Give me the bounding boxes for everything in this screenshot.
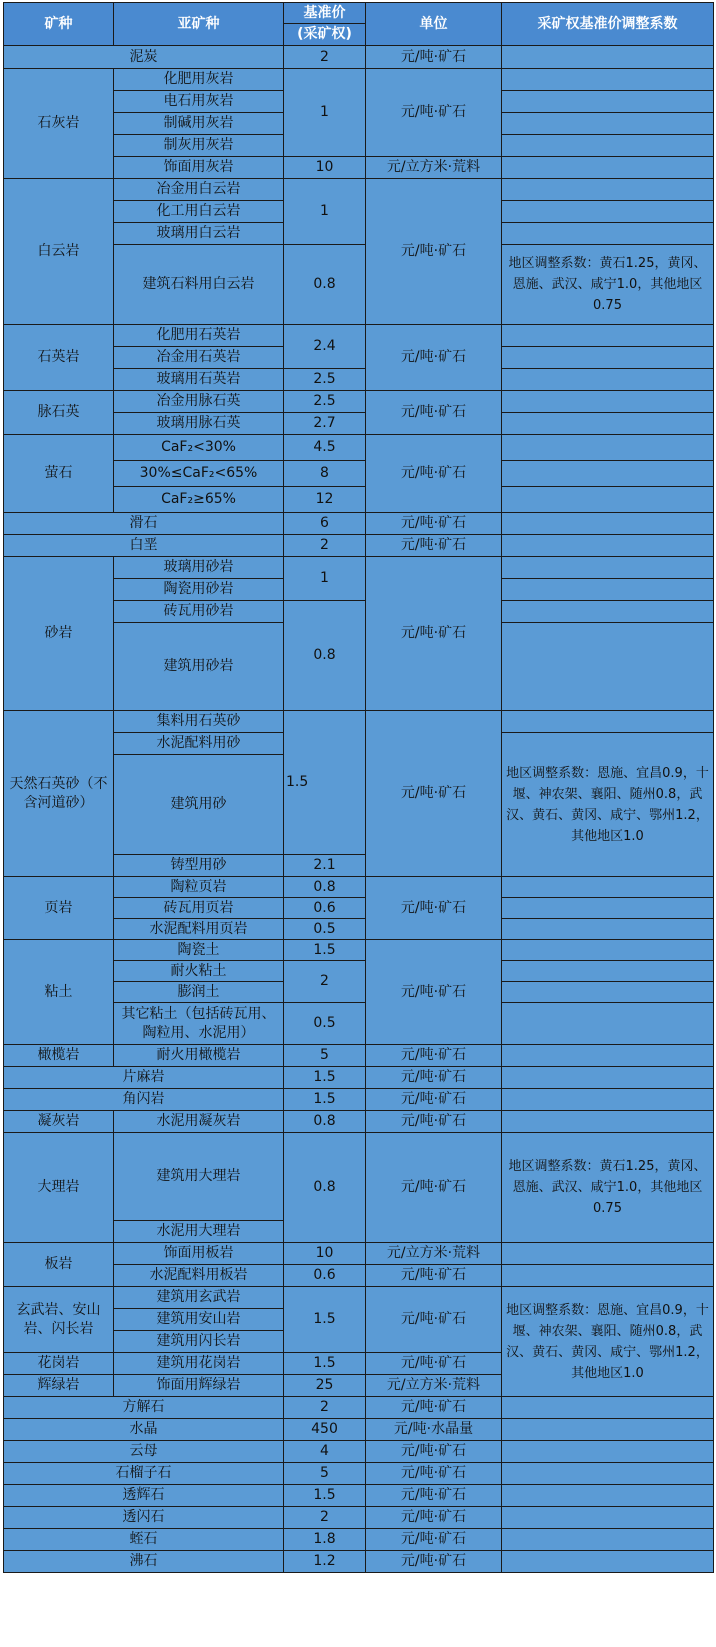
unit: 元/立方米·荒料 — [366, 1375, 502, 1397]
price: 1.5 — [284, 1485, 366, 1507]
table-row — [4, 325, 714, 347]
coefficient — [502, 1111, 714, 1133]
sub-mineral: 陶瓷用砂岩 — [114, 579, 284, 601]
price: 1.5 — [284, 1089, 366, 1111]
table-row — [4, 877, 714, 898]
table-row — [4, 557, 714, 579]
mineral-name: 橄榄岩 — [4, 1045, 114, 1067]
coefficient — [502, 1089, 714, 1111]
mineral-name: 角闪岩 — [4, 1089, 284, 1111]
sub-mineral: 制灰用灰岩 — [114, 135, 284, 157]
coefficient — [502, 325, 714, 347]
unit: 元/立方米·荒料 — [366, 1243, 502, 1265]
table-row — [4, 46, 714, 69]
unit: 元/吨·矿石 — [366, 513, 502, 535]
sub-mineral: 建筑用玄武岩 — [114, 1287, 284, 1309]
unit: 元/吨·矿石 — [366, 557, 502, 711]
table-row — [4, 1111, 714, 1133]
sub-mineral: 水泥用大理岩 — [114, 1221, 284, 1243]
mineral-name: 透辉石 — [4, 1485, 284, 1507]
price: 0.8 — [284, 1133, 366, 1243]
table-row — [4, 535, 714, 557]
sub-mineral: 化肥用石英岩 — [114, 325, 284, 347]
price: 0.8 — [284, 1111, 366, 1133]
sub-mineral: 冶金用脉石英 — [114, 391, 284, 413]
mineral-name: 透闪石 — [4, 1507, 284, 1529]
price: 12 — [284, 487, 366, 513]
coefficient-note: 地区调整系数：黄石1.25，黄冈、恩施、武汉、咸宁1.0，其他地区0.75 — [502, 1133, 714, 1243]
coefficient — [502, 487, 714, 513]
mineral-name: 石灰岩 — [4, 69, 114, 179]
unit: 元/吨·矿石 — [366, 179, 502, 325]
sub-mineral: 水泥配料用页岩 — [114, 919, 284, 940]
unit: 元/吨·矿石 — [366, 1551, 502, 1573]
sub-mineral: 水泥配料用板岩 — [114, 1265, 284, 1287]
sub-mineral: 电石用灰岩 — [114, 91, 284, 113]
sub-mineral: 饰面用灰岩 — [114, 157, 284, 179]
mineral-name: 天然石英砂（不含河道砂） — [4, 711, 114, 877]
header-price-line2: (采矿权) — [284, 24, 366, 46]
mineral-name: 蛭石 — [4, 1529, 284, 1551]
mineral-name: 玄武岩、安山岩、闪长岩 — [4, 1287, 114, 1353]
coefficient — [502, 1067, 714, 1089]
sub-mineral: 玻璃用脉石英 — [114, 413, 284, 435]
coefficient — [502, 391, 714, 413]
price: 1.5 — [284, 711, 366, 855]
sub-mineral: 建筑用砂 — [114, 755, 284, 855]
coefficient — [502, 347, 714, 369]
coefficient — [502, 1485, 714, 1507]
unit: 元/吨·矿石 — [366, 1463, 502, 1485]
coefficient — [502, 711, 714, 733]
sub-mineral: 建筑用花岗岩 — [114, 1353, 284, 1375]
unit: 元/吨·矿石 — [366, 877, 502, 940]
price: 2 — [284, 961, 366, 1003]
coefficient — [502, 1529, 714, 1551]
unit: 元/吨·矿石 — [366, 1397, 502, 1419]
coefficient — [502, 940, 714, 961]
mineral-name: 石榴子石 — [4, 1463, 284, 1485]
coefficient — [502, 91, 714, 113]
sub-mineral: 建筑用大理岩 — [114, 1133, 284, 1221]
mineral-name: 滑石 — [4, 513, 284, 535]
mineral-name: 大理岩 — [4, 1133, 114, 1243]
mineral-name: 片麻岩 — [4, 1067, 284, 1089]
table-row — [4, 391, 714, 413]
header-sub-mineral: 亚矿种 — [114, 3, 284, 46]
table-row — [4, 1287, 714, 1309]
sub-mineral: 饰面用板岩 — [114, 1243, 284, 1265]
mineral-name: 页岩 — [4, 877, 114, 940]
coefficient — [502, 69, 714, 91]
coefficient — [502, 179, 714, 201]
mineral-name: 云母 — [4, 1441, 284, 1463]
unit: 元/吨·矿石 — [366, 69, 502, 157]
table-row — [4, 1507, 714, 1529]
price: 1 — [284, 557, 366, 601]
coefficient — [502, 1397, 714, 1419]
sub-mineral: 其它粘土（包括砖瓦用、陶粒用、水泥用） — [114, 1003, 284, 1045]
coefficient — [502, 961, 714, 982]
watermark-text: 环球破碎机网 — [548, 1589, 704, 1617]
coefficient — [502, 877, 714, 898]
sub-mineral: 饰面用辉绿岩 — [114, 1375, 284, 1397]
coefficient — [502, 919, 714, 940]
mineral-name: 板岩 — [4, 1243, 114, 1287]
sub-mineral: 集料用石英砂 — [114, 711, 284, 733]
mineral-name: 水晶 — [4, 1419, 284, 1441]
header-unit: 单位 — [366, 3, 502, 46]
price: 0.5 — [284, 919, 366, 940]
price: 1 — [284, 69, 366, 157]
sub-mineral: 冶金用白云岩 — [114, 179, 284, 201]
mineral-name: 脉石英 — [4, 391, 114, 435]
price: 1.5 — [284, 1353, 366, 1375]
coefficient — [502, 513, 714, 535]
sub-mineral: 水泥用凝灰岩 — [114, 1111, 284, 1133]
unit: 元/吨·矿石 — [366, 1485, 502, 1507]
coefficient — [502, 435, 714, 461]
table-row — [4, 1397, 714, 1419]
watermark-logo — [548, 1583, 704, 1629]
coefficient — [502, 1003, 714, 1045]
coefficient-note: 地区调整系数：黄石1.25，黄冈、恩施、武汉、咸宁1.0，其他地区0.75 — [502, 245, 714, 325]
mineral-name: 粘土 — [4, 940, 114, 1045]
table-row — [4, 1551, 714, 1573]
coefficient — [502, 201, 714, 223]
unit: 元/吨·矿石 — [366, 46, 502, 69]
price: 2 — [284, 1397, 366, 1419]
price: 1.2 — [284, 1551, 366, 1573]
price: 10 — [284, 157, 366, 179]
header-mineral: 矿种 — [4, 3, 114, 46]
table-row — [4, 69, 714, 91]
sub-mineral: 建筑用砂岩 — [114, 623, 284, 711]
price: 2.5 — [284, 369, 366, 391]
coefficient — [502, 113, 714, 135]
header-price-line1: 基准价 — [284, 3, 366, 24]
table-row — [4, 1441, 714, 1463]
mining-price-table — [3, 2, 714, 1573]
mineral-name: 泥炭 — [4, 46, 284, 69]
table-row — [4, 1067, 714, 1089]
coefficient — [502, 1551, 714, 1573]
sub-mineral: 玻璃用白云岩 — [114, 223, 284, 245]
sub-mineral: 陶瓷土 — [114, 940, 284, 961]
mineral-name: 白垩 — [4, 535, 284, 557]
table-row — [4, 1089, 714, 1111]
price: 2.4 — [284, 325, 366, 369]
coefficient — [502, 535, 714, 557]
sub-mineral: 陶粒页岩 — [114, 877, 284, 898]
header-coefficient: 采矿权基准价调整系数 — [502, 3, 714, 46]
mineral-name: 萤石 — [4, 435, 114, 513]
coefficient — [502, 413, 714, 435]
price: 0.5 — [284, 1003, 366, 1045]
sub-mineral: 冶金用石英岩 — [114, 347, 284, 369]
price: 2 — [284, 535, 366, 557]
table-header-row — [4, 3, 714, 24]
table-row — [4, 711, 714, 733]
unit: 元/吨·水晶量 — [366, 1419, 502, 1441]
table-row — [4, 435, 714, 461]
coefficient — [502, 461, 714, 487]
sub-mineral: 膨润土 — [114, 982, 284, 1003]
mineral-name: 方解石 — [4, 1397, 284, 1419]
sub-mineral: CaF₂<30% — [114, 435, 284, 461]
price: 1 — [284, 179, 366, 245]
price: 1.8 — [284, 1529, 366, 1551]
sub-mineral: 制碱用灰岩 — [114, 113, 284, 135]
unit: 元/吨·矿石 — [366, 1133, 502, 1243]
coefficient — [502, 601, 714, 623]
table-row — [4, 1045, 714, 1067]
sub-mineral: 化工用白云岩 — [114, 201, 284, 223]
sub-mineral: 水泥配料用砂 — [114, 733, 284, 755]
price: 2.7 — [284, 413, 366, 435]
table-row — [4, 179, 714, 201]
price: 5 — [284, 1045, 366, 1067]
unit: 元/吨·矿石 — [366, 391, 502, 435]
price: 2.1 — [284, 855, 366, 877]
table-row — [4, 1529, 714, 1551]
coefficient — [502, 1441, 714, 1463]
sub-mineral: 砖瓦用页岩 — [114, 898, 284, 919]
mineral-name: 白云岩 — [4, 179, 114, 325]
price: 6 — [284, 513, 366, 535]
sub-mineral: 耐火用橄榄岩 — [114, 1045, 284, 1067]
price: 2 — [284, 46, 366, 69]
price: 10 — [284, 1243, 366, 1265]
unit: 元/吨·矿石 — [366, 1529, 502, 1551]
coefficient — [502, 1507, 714, 1529]
sub-mineral: 砖瓦用砂岩 — [114, 601, 284, 623]
sub-mineral: 玻璃用砂岩 — [114, 557, 284, 579]
sub-mineral: 30%≤CaF₂<65% — [114, 461, 284, 487]
unit: 元/吨·矿石 — [366, 940, 502, 1045]
price: 4 — [284, 1441, 366, 1463]
coefficient — [502, 1045, 714, 1067]
sub-mineral: 耐火粘土 — [114, 961, 284, 982]
unit: 元/吨·矿石 — [366, 435, 502, 513]
price: 0.8 — [284, 877, 366, 898]
coefficient — [502, 1265, 714, 1287]
coefficient-note: 地区调整系数：恩施、宜昌0.9，十堰、神农架、襄阳、随州0.8，武汉、黄石、黄冈、咸宁、鄂州1.2，其他地区1.0 — [502, 733, 714, 877]
price: 450 — [284, 1419, 366, 1441]
coefficient — [502, 557, 714, 579]
unit: 元/吨·矿石 — [366, 1045, 502, 1067]
unit: 元/吨·矿石 — [366, 1067, 502, 1089]
price: 25 — [284, 1375, 366, 1397]
unit: 元/吨·矿石 — [366, 535, 502, 557]
mineral-name: 砂岩 — [4, 557, 114, 711]
sub-mineral: CaF₂≥65% — [114, 487, 284, 513]
unit: 元/立方米·荒料 — [366, 157, 502, 179]
coefficient — [502, 369, 714, 391]
price: 5 — [284, 1463, 366, 1485]
price: 0.8 — [284, 601, 366, 711]
coefficient — [502, 1419, 714, 1441]
price: 1.5 — [284, 1287, 366, 1353]
sub-mineral: 铸型用砂 — [114, 855, 284, 877]
unit: 元/吨·矿石 — [366, 1507, 502, 1529]
coefficient — [502, 223, 714, 245]
mineral-name: 辉绿岩 — [4, 1375, 114, 1397]
unit: 元/吨·矿石 — [366, 1265, 502, 1287]
price: 0.6 — [284, 898, 366, 919]
unit: 元/吨·矿石 — [366, 1353, 502, 1375]
mineral-name: 沸石 — [4, 1551, 284, 1573]
table-row — [4, 1419, 714, 1441]
price: 0.6 — [284, 1265, 366, 1287]
price: 4.5 — [284, 435, 366, 461]
table-row — [4, 1243, 714, 1265]
coefficient — [502, 982, 714, 1003]
table-row — [4, 513, 714, 535]
mineral-name: 花岗岩 — [4, 1353, 114, 1375]
coefficient — [502, 579, 714, 601]
price: 2 — [284, 1507, 366, 1529]
watermark-url: www.Ycrusher.com — [593, 1618, 704, 1629]
sub-mineral: 建筑石料用白云岩 — [114, 245, 284, 325]
price: 2.5 — [284, 391, 366, 413]
unit: 元/吨·矿石 — [366, 1111, 502, 1133]
unit: 元/吨·矿石 — [366, 325, 502, 391]
mineral-name: 凝灰岩 — [4, 1111, 114, 1133]
table-row — [4, 1133, 714, 1221]
coefficient — [502, 135, 714, 157]
coefficient — [502, 1243, 714, 1265]
sub-mineral: 建筑用闪长岩 — [114, 1331, 284, 1353]
coefficient — [502, 46, 714, 69]
sub-mineral: 玻璃用石英岩 — [114, 369, 284, 391]
price: 8 — [284, 461, 366, 487]
mineral-name: 石英岩 — [4, 325, 114, 391]
unit: 元/吨·矿石 — [366, 711, 502, 877]
price: 0.8 — [284, 245, 366, 325]
coefficient — [502, 157, 714, 179]
unit: 元/吨·矿石 — [366, 1089, 502, 1111]
price: 1.5 — [284, 940, 366, 961]
coefficient-note: 地区调整系数：恩施、宜昌0.9，十堰、神农架、襄阳、随州0.8，武汉、黄石、黄冈、咸宁、鄂州1.2，其他地区1.0 — [502, 1287, 714, 1397]
sub-mineral: 化肥用灰岩 — [114, 69, 284, 91]
table-row — [4, 1463, 714, 1485]
unit: 元/吨·矿石 — [366, 1287, 502, 1353]
sub-mineral: 建筑用安山岩 — [114, 1309, 284, 1331]
price: 1.5 — [284, 1067, 366, 1089]
unit: 元/吨·矿石 — [366, 1441, 502, 1463]
coefficient — [502, 623, 714, 711]
coefficient — [502, 898, 714, 919]
table-row — [4, 1485, 714, 1507]
table-row — [4, 940, 714, 961]
coefficient — [502, 1463, 714, 1485]
